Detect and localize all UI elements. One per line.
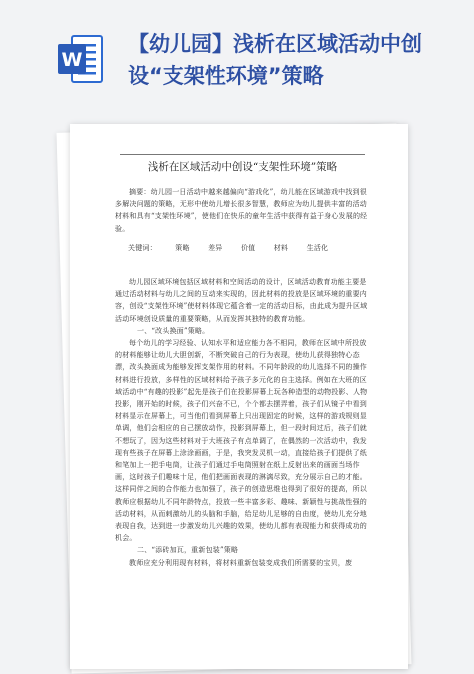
keyword: 差异 — [208, 244, 223, 252]
intro-paragraph: 幼儿园区域环境包括区域材料和空间活动的设计，区域活动教育功能主要是通过活动材料与幼儿之间的互动来实现的，因此材料的投放是区域环境的重要内容，创设“支架性环境”使材料体现它蕴含着一定的活动目标，由此成为提升区域活动环境创设质量的重要策略，从而发挥其独特的教育功能。 — [115, 278, 368, 323]
section-paragraph: 教师应充分利用现有材料，将材料重新包装变成我们所需要的宝贝，废 — [129, 558, 353, 567]
abstract: 摘要：幼儿园一日活动中越来越偏向“游戏化”，幼儿能在区域游戏中找到很多解决问题的策略，无形中使幼儿增长很多智慧，教师应为幼儿提供丰富的活动材料和具有“支架性环境”，使他们在快乐的童年生活中获得有益于身心发展的经验。 — [115, 188, 368, 233]
document-title: 浅析在区域活动中创设“支架性环境”策略 — [147, 161, 338, 173]
page-title: 【幼儿园】浅析在区域活动中创设“支架性环境”策略 — [128, 32, 422, 88]
section-heading: 一、“改头换面”策略。 — [137, 326, 210, 335]
word-document-icon — [58, 34, 104, 84]
keyword: 生活化 — [306, 244, 329, 252]
title-rule — [120, 154, 365, 155]
keyword: 策略 — [175, 244, 190, 252]
header — [0, 0, 474, 110]
keyword: 材料 — [273, 244, 289, 252]
keyword: 价值 — [240, 244, 256, 252]
keywords-label: 关键词： — [128, 244, 157, 252]
body-text — [115, 276, 370, 569]
word-icon-letter: W — [61, 49, 83, 71]
keywords — [128, 242, 368, 254]
document-page — [70, 124, 408, 669]
section-paragraph: 每个幼儿的学习经验、认知水平和适应能力各不相同，教师在区域中所投放的材料能够让幼儿大胆创新，不断突破自己的行为表现，使幼儿获得独特心态漂，改头换面成为能够发挥支架作用的材料。不同年龄段的幼儿选择不同的操作材料进行投放，多样性的区域材料给予孩子多元化的自主选择。例如在大班的区域活动中“有趣的投影”起先是孩子们在投影屏幕上玩各种造型的动物投影、人物投影，刚开始的时候，孩子们兴奋不已，个个都去摆弄着，孩子们从镜子中看到材料显示在屏幕上，可当他们看到屏幕上只出现固定的时候，这样的游戏规则显单调，他们会相应的自己摆放动作，投影到屏幕上，但一段时间过后，孩子们就不想玩了，因为这些材料对于大班孩子有点单调了，在偶然的一次活动中，我发现有些孩子在屏幕上涂涂画画，于是，我突发灵机一动，直接给孩子们提供了纸和笔加上一把手电筒，让孩子们通过手电筒照射在纸上反射出来的画面当场作画，这时孩子们趣味十足，他们把画面表现的淋漓尽致，充分展示自己的才能。这样同伴之间的合作能力也加强了，孩子的创造思维也得到了很好的提高，所以教师应根据幼儿不同年龄特点，投放一些丰富多彩、趣味、新颖性与挑战性强的活动材料，从而刺激幼儿的头脑和手脑，给足幼儿足够的自由度，使幼儿充分地表现自我，达到进一步激发幼儿兴趣的效果，使幼儿都有表现能力和获得成功的机会。 — [115, 339, 368, 543]
section-heading: 二、“添砖加瓦，重新包装”策略 — [137, 546, 239, 555]
